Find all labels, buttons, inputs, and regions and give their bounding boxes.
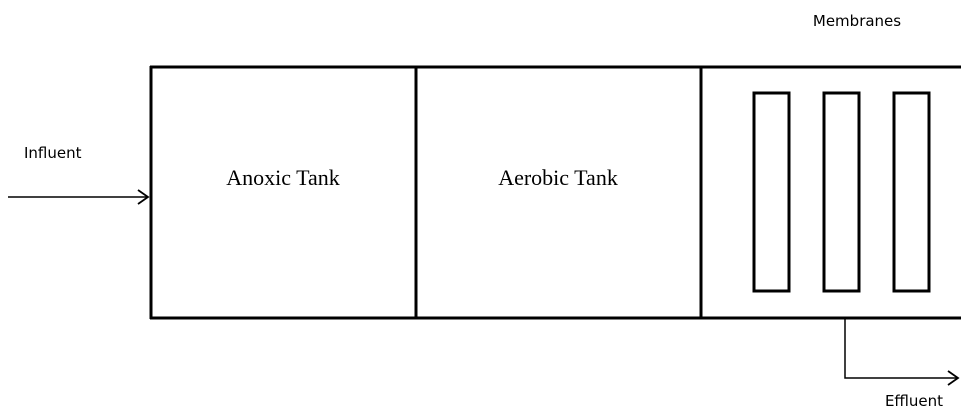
aerobic-tank-label: Aerobic Tank xyxy=(498,165,618,190)
membrane-tank xyxy=(754,93,929,291)
membrane-module-2 xyxy=(824,93,859,291)
tank-outline xyxy=(150,66,961,319)
aerobic-tank xyxy=(498,165,618,190)
effluent-label: Effluent xyxy=(884,392,944,410)
effluent-arrow xyxy=(845,318,958,385)
membrane-module-1 xyxy=(754,93,789,291)
influent-label: Influent xyxy=(24,144,82,162)
influent-arrow xyxy=(8,190,148,204)
membranes-label: Membranes xyxy=(812,12,902,30)
anoxic-tank xyxy=(226,165,340,190)
anoxic-tank-label: Anoxic Tank xyxy=(226,165,340,190)
membrane-module-3 xyxy=(894,93,929,291)
effluent-pipe xyxy=(845,318,958,378)
